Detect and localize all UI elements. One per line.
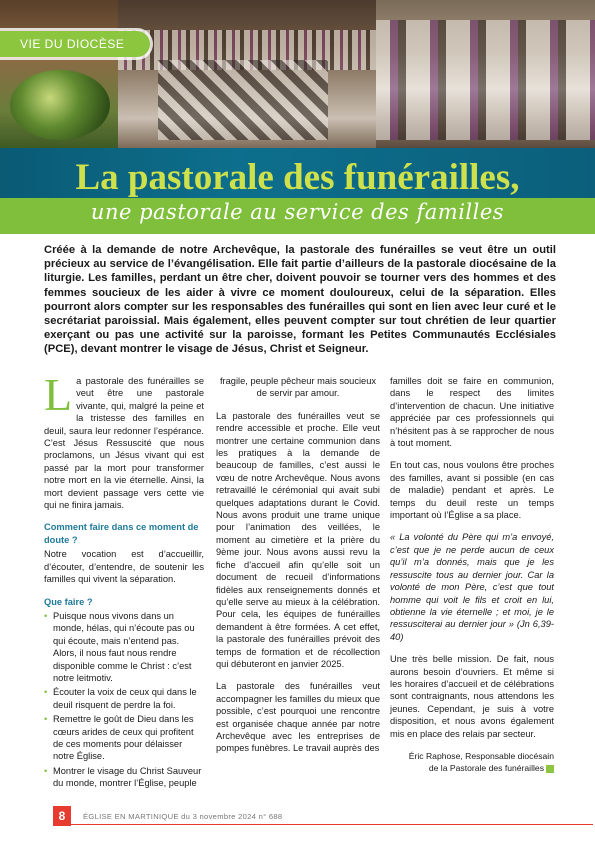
col1-paragraph-2: Notre vocation est d’accueillir, d’écouter, d’entendre, de soutenir les familles qui vivent la séparation. <box>44 549 204 585</box>
heading-doubt: Comment faire dans ce moment de doute ? <box>44 522 199 545</box>
signature <box>390 750 554 774</box>
list-item: • Écouter la voix de ceux qui dans le deuil risquent de perdre la foi. <box>44 686 204 711</box>
col3-paragraph-1: familles doit se faire en communion, dans le respect des limites d’intervention de chacun. Une initiative appréciée par ces professionnels qui n’hésitent pas à se rapprocher de nous à tout moment. <box>390 376 554 449</box>
list-item: • Puisque nous vivons dans un monde, hélas, qui n’écoute pas ou qui écoute, mais n’entend pas. Alors, il nous faut nous rendre disponible comme le Christ : c’est notre leitmotiv. <box>44 610 204 684</box>
intro-paragraph: Créée à la demande de notre Archevêque, la pastorale des funérailles se veut être un outil précieux au service de l’évangélisation. Elle fait partie d’ailleurs de la pastorale diocésaine de la liturgie. Les familles, perdant un être cher, doivent pouvoir se tourner vers des hommes et des femmes soucieux de les aider à vivre ce moment douloureux, celui de la séparation. Elles pourront alors compter sur les responsables des funérailles qui sont en lien avec leur curé et le secrétariat paroissial. Mais également, elles peuvent compter sur tout chrétien de leur quartier exerçant ou pas une activité sur la paroisse, formant les Petites Communautés Ecclésiales (PCE), devant montrer le visage de Jésus, Christ et Seigneur. <box>44 244 556 356</box>
col3-paragraph-2: En tout cas, nous voulons être proches des familles, avant si possible (en cas de maladie) pendant et après. Le temps du deuil reste un temps important où l’Église a sa place. <box>390 460 554 521</box>
rubric-label: VIE DU DIOCÈSE <box>20 37 125 51</box>
column-2 <box>216 375 380 765</box>
col3-paragraph-3: Une très belle mission. De fait, nous aurons besoin d’ouvriers. Et même si les horaires d’accueil et de célébrations sont contraignants, nous attendons les jeunes. Cependant, je suis à votre disposition, et nous avons également mis en place des relais par secteur. <box>390 654 554 739</box>
photo-cathedral-mass <box>118 0 376 148</box>
page-number: 8 <box>53 806 71 826</box>
column-3 <box>390 375 554 774</box>
action-list <box>44 610 204 790</box>
photo-funeral-priests <box>376 0 595 148</box>
list-item: • Remettre le goût de Dieu dans les cœurs arides de ceux qui profitent de ces moments pour délaisser notre Église. <box>44 713 204 763</box>
page-footer <box>0 806 595 828</box>
footer-publication: ÉGLISE EN MARTINIQUE du 3 novembre 2024 n° 688 <box>83 812 283 821</box>
drop-cap: L <box>44 369 73 420</box>
end-square-icon <box>546 765 554 773</box>
footer-rule <box>71 824 593 825</box>
column-1 <box>44 369 204 792</box>
list-item: • Montrer le visage du Christ Sauveur du monde, montrer l’Église, peuple <box>44 765 204 790</box>
photo-flowers <box>0 0 118 148</box>
article-subtitle: une pastorale au service des familles <box>90 200 505 224</box>
heading-que-faire: Que faire ? <box>44 596 93 607</box>
header-photo-strip <box>0 0 595 148</box>
col2-paragraph-2: La pastorale des funérailles veut accompagner les familles du mieux que possible, c’est pourquoi une rencontre est organisée chaque année par notre Archevêque avec les entreprises de pompes funèbres. Le travail auprès des <box>216 681 380 754</box>
signature-name: Éric Raphose, Responsable diocésain <box>408 750 554 761</box>
article-title: La pastorale des funérailles, <box>75 157 520 198</box>
signature-role: de la Pastorale des funérailles <box>428 762 544 773</box>
col2-paragraph-0: fragile, peuple pêcheur mais soucieux de servir par amour. <box>219 376 377 399</box>
bible-quote: « La volonté du Père qui m’a envoyé, c’est que je ne perde aucun de ceux qu’il m’a donnés, mais que je les ressuscite tous au dernier jour. Car la volonté de mon Père, c’est que tout homme qui voit le fils et croit en lui, obtienne la vie éternelle ; et moi, je le ressusciterai au dernier jour » (Jn 6,39-40) <box>390 532 554 642</box>
section-rubric <box>0 31 150 57</box>
col2-paragraph-1: La pastorale des funérailles veut se rendre accessible et proche. Elle veut montrer une certaine communion dans les pratiques à la demande de beaucoup de familles, c’est aussi le vœu de notre Archevêque. Nous avons retravaillé le cérémonial qui avait subi quelques adaptations durant le Covid. Nous avons produit une trame unique pour l’animation des veillées, le moment au cimetière et la prière du 9ème jour. Nous avons aussi revu la fiche d’accueil afin qu’elle soit un document de recueil d’informations fidèles aux renseignements donnés et qu’elle serve au mieux à la célébration. Pour cela, les équipes de funérailles demandent à être formées. A cet effet, la pastorale des funérailles prévoit des temps de formation et de récollection qui débuteront en janvier 2025. <box>216 410 380 669</box>
col1-paragraph-1: a pastorale des funérailles se veut être une pastorale vivante, qui, malgré la peine et la tristesse des familles en deuil, saura leur redonner l’espérance. C’est Jésus Ressuscité que nous proclamons, un Jésus vivant qui est passé par la mort pour transformer notre mort en la vie éternelle. Ainsi, la mort devient passage vers cette vie qui ne finira jamais. <box>44 376 204 511</box>
